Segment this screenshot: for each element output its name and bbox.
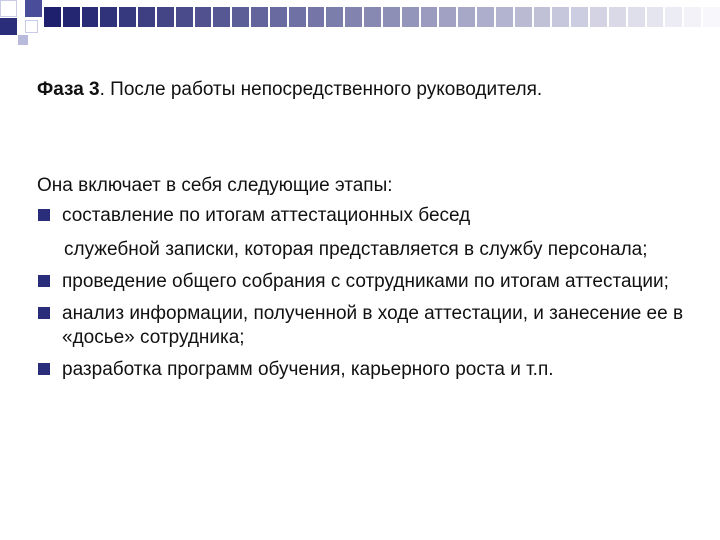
band-segment — [364, 7, 381, 27]
band-segment — [232, 7, 249, 27]
list-item — [37, 270, 697, 294]
band-segment — [251, 7, 268, 27]
corner-square-4 — [25, 20, 38, 33]
list-item-text: проведение общего собрания с сотрудниками по итогам аттестации; — [62, 271, 669, 292]
band-segment — [345, 7, 362, 27]
corner-square-3 — [0, 18, 17, 35]
band-segment — [289, 7, 306, 27]
square-bullet-icon — [38, 275, 50, 287]
band-segment — [609, 7, 626, 27]
band-segment — [534, 7, 551, 27]
slide-content — [37, 78, 697, 390]
slide-heading — [37, 78, 697, 102]
square-bullet-icon — [38, 209, 50, 221]
band-segment — [421, 7, 438, 27]
phase-label: Фаза 3 — [37, 79, 100, 100]
band-segment — [176, 7, 193, 27]
list-item — [37, 358, 697, 382]
band-segment — [590, 7, 607, 27]
band-segment — [138, 7, 155, 27]
corner-square-2 — [25, 0, 42, 17]
band-segment — [458, 7, 475, 27]
band-segment — [308, 7, 325, 27]
band-segment — [571, 7, 588, 27]
stages-list — [37, 204, 697, 382]
square-bullet-icon — [38, 363, 50, 375]
band-segment — [552, 7, 569, 27]
list-item-text: разработка программ обучения, карьерного роста и т.п. — [62, 359, 554, 380]
band-segment — [82, 7, 99, 27]
band-segment — [402, 7, 419, 27]
band-segment — [628, 7, 645, 27]
band-segment — [439, 7, 456, 27]
band-segment — [44, 7, 61, 27]
band-segment — [326, 7, 343, 27]
band-segment — [383, 7, 400, 27]
band-segment — [647, 7, 664, 27]
band-segment — [703, 7, 720, 27]
band-segment — [477, 7, 494, 27]
phase-description: . После работы непосредственного руководителя. — [99, 79, 543, 100]
top-decorative-band — [44, 7, 720, 27]
square-bullet-icon — [38, 307, 50, 319]
band-segment — [119, 7, 136, 27]
band-segment — [157, 7, 174, 27]
list-item-text-continuation: служебной записки, которая представляется в службу персонала; — [64, 239, 648, 260]
band-segment — [496, 7, 513, 27]
band-segment — [63, 7, 80, 27]
corner-square-5 — [18, 35, 28, 45]
band-segment — [195, 7, 212, 27]
band-segment — [100, 7, 117, 27]
band-segment — [665, 7, 682, 27]
band-segment — [270, 7, 287, 27]
corner-square-1 — [0, 0, 17, 17]
list-item-text: составление по итогам аттестационных бесед — [62, 205, 471, 226]
band-segment — [684, 7, 701, 27]
band-segment — [213, 7, 230, 27]
band-segment — [515, 7, 532, 27]
list-item — [37, 204, 697, 262]
intro-text: Она включает в себя следующие этапы: — [37, 175, 393, 196]
list-item — [37, 302, 697, 350]
list-item-text: анализ информации, полученной в ходе аттестации, и занесение ее в «досье» сотрудника; — [62, 303, 684, 348]
